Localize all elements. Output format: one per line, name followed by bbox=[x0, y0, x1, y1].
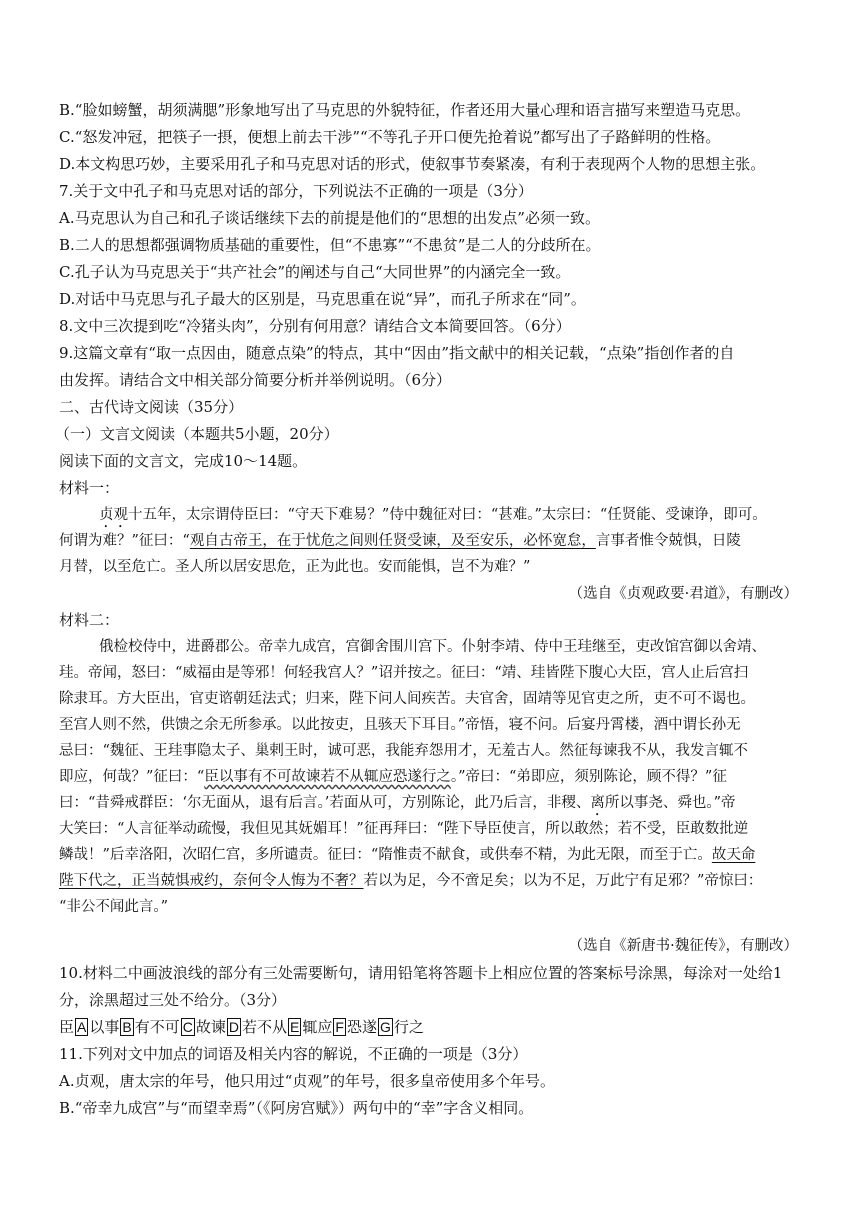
q6-option-b: B.“脸如螃蟹，胡须满腮”形象地写出了马克思的外貌特征，作者还用大量心理和语言描写来塑造马克思。 bbox=[59, 101, 751, 119]
material-two-line: 大笑曰：“人言征举动疏慢，我但见其妩媚耳！”征再拜曰：“陛下导臣使言，所以敢然；若不受，臣敢数批逆 bbox=[59, 821, 749, 837]
material-two-line: 即应，何哉？”征曰：“臣以事有不可故谏若不从辄应恐遂行之。”帝曰：“弟即应，须别陈论，顾不得？”征 bbox=[59, 769, 727, 785]
q11-stem: 11.下列对文中加点的词语及相关内容的解说，不正确的一项是（3分） bbox=[59, 1045, 528, 1063]
material-two-line: 曰：“昔舜戒群臣：‘尔无面从，退有后言。’若面从可，方别陈论，此乃后言，非稷、离所以事尧、舜也。”帝 bbox=[59, 795, 736, 811]
q8-stem: 8.文中三次提到吃“冷猪头肉”，分别有何用意？请结合文本简要回答。（6分） bbox=[59, 317, 571, 335]
q9-stem: 9.这篇文章有“取一点因由，随意点染”的特点，其中“因由”指文献中的相关记载，“点染”指创作者的自 bbox=[59, 344, 735, 362]
material-one-line: 月替，以至危亡。圣人所以居安思危，正为此也。安而能惧，岂不为难？” bbox=[59, 559, 531, 575]
material-two-line: 陛下代之，正当兢惧戒约，奈何令人悔为不奢？若以为足，今不啻足矣；以为不足，万此宁有足邪？”帝惊曰： bbox=[59, 873, 763, 889]
underlined-sentence: 观自古帝王，在于忧危之间则任贤受谏，及至安乐，必怀宽怠， bbox=[189, 533, 596, 549]
material-two-line: 俄检校侍中，进爵郡公。帝幸九成宫，宫御舍围川宫下。仆射李靖、侍中王珪继至，吏改馆宫御以舍靖、 bbox=[99, 639, 766, 655]
answer-box-b[interactable]: B bbox=[122, 1019, 132, 1035]
underlined-sentence: 陛下代之，正当兢惧戒约，奈何令人悔为不奢？ bbox=[59, 873, 364, 889]
q7-option-c: C.孔子认为马克思关于“共产社会”的阐述与自己“大同世界”的内涵完全一致。 bbox=[59, 263, 571, 281]
material-two-label: 材料二： bbox=[59, 611, 120, 629]
subsection-heading: （一）文言文阅读（本题共5小题，20分） bbox=[55, 425, 339, 443]
reading-instruction: 阅读下面的文言文，完成10～14题。 bbox=[59, 452, 308, 470]
answer-box-a[interactable]: A bbox=[77, 1019, 87, 1035]
material-one-label: 材料一： bbox=[59, 479, 120, 497]
q7-option-d: D.对话中马克思与孔子最大的区别是，马克思重在说“异”，而孔子所求在“同”。 bbox=[59, 290, 586, 308]
q10-stem: 10.材料二中画波浪线的部分有三处需要断句，请用铅笔将答题卡上相应位置的答案标号涂黑，每涂对一处给1 bbox=[59, 964, 783, 982]
material-two-line: 鳞哉！”后幸洛阳，次昭仁宫，多所谴责。征曰：“隋惟责不献食，或供奉不精，为此无限，而至于亡。故天命 bbox=[59, 847, 756, 863]
q7-option-a: A.马克思认为自己和孔子谈话继续下去的前提是他们的“思想的出发点”必须一致。 bbox=[59, 209, 600, 227]
dotted-term-zhenguan: 贞观 bbox=[99, 507, 128, 523]
q7-stem: 7.关于文中孔子和马克思对话的部分，下列说法不正确的一项是（3分） bbox=[59, 182, 533, 200]
answer-box-g[interactable]: G bbox=[379, 1019, 391, 1035]
underlined-sentence: 故天命 bbox=[711, 847, 756, 863]
q6-option-d: D.本文构思巧妙，主要采用孔子和马克思对话的形式，使叙事节奏紧凑，有利于表现两个人物的思想主张。 bbox=[59, 155, 766, 173]
answer-box-e[interactable]: E bbox=[290, 1019, 300, 1035]
answer-box-d[interactable]: D bbox=[228, 1019, 239, 1035]
wavy-underlined-sentence: 臣以事有不可故谏若不从辄应恐遂行之 bbox=[204, 769, 451, 785]
dotted-term-xie: 离 bbox=[590, 795, 605, 811]
material-two-line: 至宫人则不然，供馈之余无所参承。以此按吏，且骇天下耳目。”帝悟，寝不问。后宴丹霄楼，酒中谓长孙无 bbox=[59, 717, 741, 733]
q11-option-a: A.贞观，唐太宗的年号，他只用过“贞观”的年号，很多皇帝使用多个年号。 bbox=[59, 1072, 555, 1090]
q7-option-b: B.二人的思想都强调物质基础的重要性，但“不患寡”“不患贫”是二人的分歧所在。 bbox=[59, 236, 601, 254]
q11-option-b: B.“帝幸九成宫”与“而望幸焉”（《阿房宫赋》）两句中的“幸”字含义相同。 bbox=[59, 1099, 534, 1117]
q9-stem-cont: 由发挥。请结合文中相关部分简要分析并举例说明。（6分） bbox=[59, 371, 452, 389]
answer-box-f[interactable]: F bbox=[335, 1019, 344, 1035]
material-two-line: 除隶耳。方大臣出，官吏谘朝廷法式；归来，陛下问人间疾苦。夫官舍，固靖等见官吏之所，吏不可不谒也。 bbox=[59, 691, 755, 707]
material-two-line: 珪。帝闻，怒曰：“威福由是等邪！何轻我宫人？”诏并按之。征曰：“靖、珪皆陛下腹心大臣，宫人止后宫扫 bbox=[59, 665, 749, 681]
q6-option-c: C.“怒发冲冠，把筷子一摂，便想上前去干涉”“不等孔子开口便先抢着说”都写出了子路鲜明的性格。 bbox=[59, 128, 721, 146]
q10-stem-cont: 分，涂黑超过三处不给分。（3分） bbox=[59, 991, 287, 1009]
material-one-line: 贞观十五年，太宗谓侍臣曰：“守天下难易？”侍中魏征对曰：“甚难。”太宗曰：“任贤能、受谏诤，即可。 bbox=[99, 507, 767, 523]
material-two-line: 忌曰：“魏征、王珪事隐太子、巢剌王时，诚可恶，我能弃怨用才，无羞古人。然征每谏我不从，我发言辄不 bbox=[59, 743, 748, 759]
q10-answer-row: 臣 A 以事 B 有不可 C 故谏 D 若不从 E 辄应 F 恐遂 G 行之 bbox=[59, 1018, 424, 1036]
source-citation: （选自《贞观政要·君道》，有删改） bbox=[568, 586, 798, 602]
material-one-line: 何谓为难？”征曰：“观自古帝王，在于忧危之间则任贤受谏，及至安乐，必怀宽怠，言事者惟令兢惧，日陵 bbox=[59, 533, 741, 549]
source-citation: （选自《新唐书·魏征传》，有删改） bbox=[568, 938, 798, 954]
material-two-line: “非公不闻此言。” bbox=[59, 899, 169, 915]
section-heading: 二、古代诗文阅读（35分） bbox=[59, 398, 244, 416]
answer-box-c[interactable]: C bbox=[182, 1019, 193, 1035]
